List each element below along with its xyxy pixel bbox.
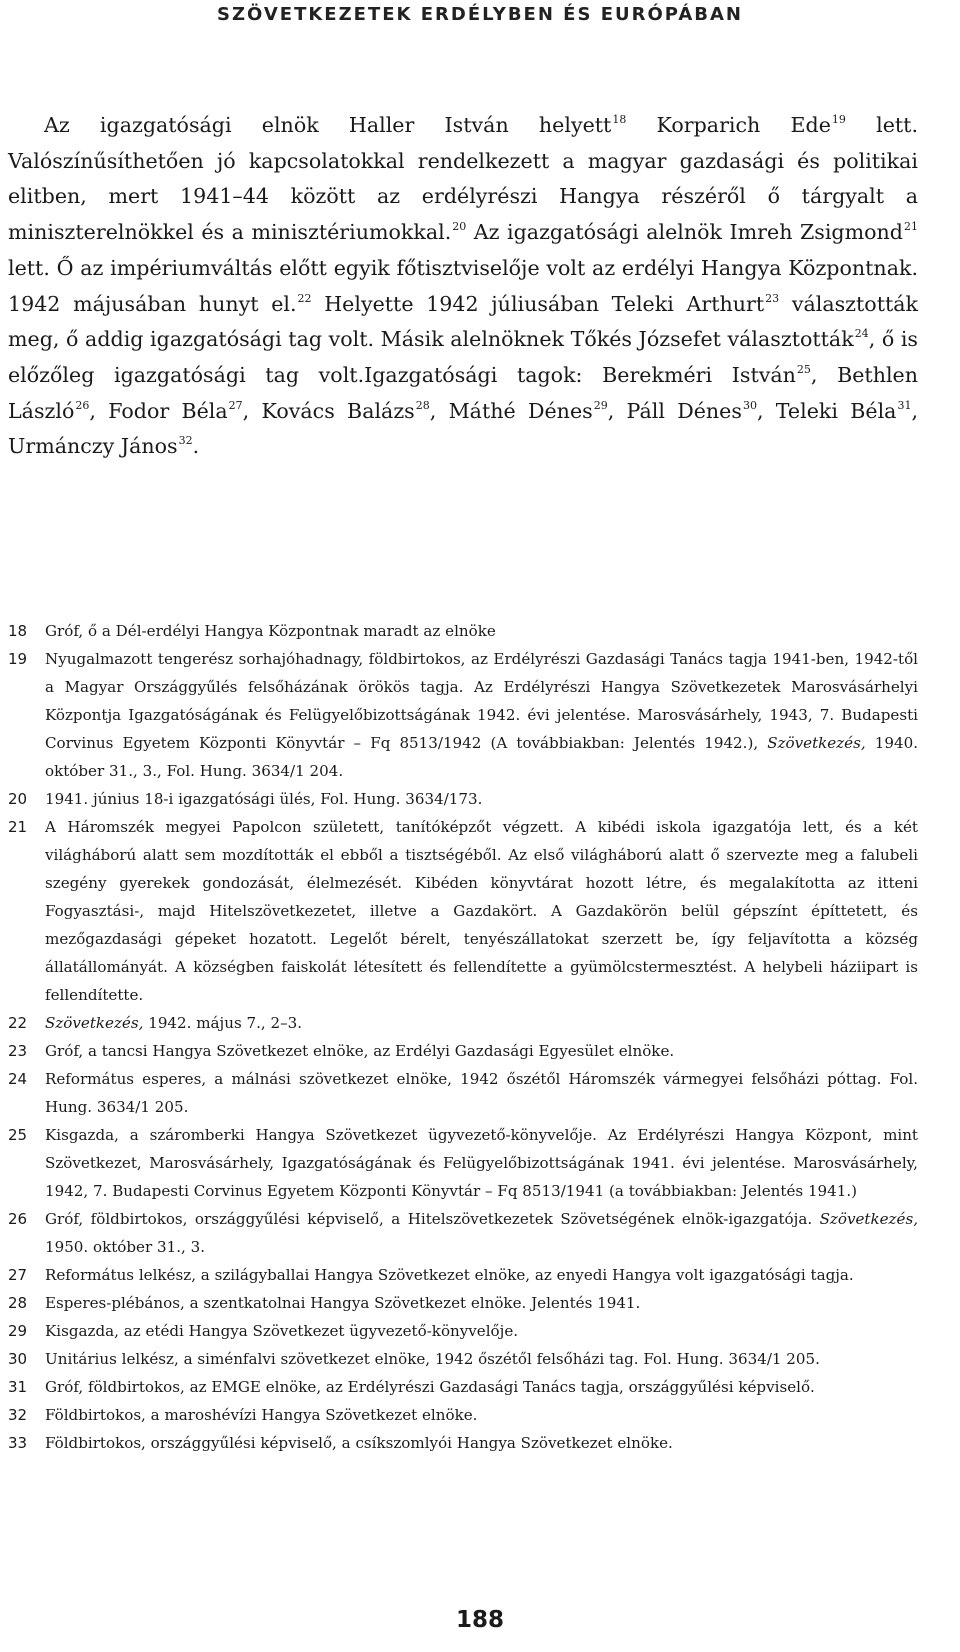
body-text: . [192, 434, 200, 459]
footnote-text-part: Nyugalmazott tengerész sorhajóhadnagy, földbirtokos, az Erdélyrészi Gazdasági Tanács tagja 1941-ben, 1942-től a Magyar Országgyűlés felsőházának örökös tagja. Az Erdélyrészi Hangya Szövetkezetek Marosvásárhelyi Központja Igazgatóságának és Felügyelőbizottságának 1942. évi jelentése. Marosvásárhely, 1943, 7. Budapesti Corvinus Egyetem Központi Könyvtár – Fq 8513/1942 (A továbbiakban: Jelentés 1942.), [45, 650, 918, 752]
footnote-text-part: Kisgazda, az etédi Hangya Szövetkezet ügyvezető-könyvelője. [45, 1322, 519, 1340]
footnote-ref[interactable]: 23 [765, 291, 780, 305]
body-text: , Bethlen László [8, 362, 919, 423]
body-text: Korparich Ede [626, 113, 831, 137]
footnote-ref[interactable]: 19 [831, 113, 846, 126]
footnote-number: 19 [8, 650, 28, 668]
footnote-text-part: Református lelkész, a szilágyballai Hangya Szövetkezet elnöke, az enyedi Hangya volt igazgatósági tagja. [45, 1266, 854, 1284]
footnote-number: 18 [8, 622, 28, 640]
footnote-number: 30 [8, 1350, 28, 1368]
body-text: , ő is előzőleg igazgatósági tag volt.Igazgatósági tagok: Berekméri István [8, 327, 918, 387]
journal-title: Szövetkezés, [45, 1014, 144, 1032]
footnote [8, 1317, 918, 1345]
page-number: 188 [455, 1607, 504, 1633]
footnote-ref[interactable]: 25 [796, 362, 811, 376]
footnote-text-part: 1941. június 18-i igazgatósági ülés, Fol. Hung. 3634/173. [45, 790, 483, 808]
footnote-number: 27 [8, 1266, 28, 1284]
footnote-number: 23 [8, 1042, 28, 1060]
footnote-ref[interactable]: 29 [593, 398, 608, 412]
footnote-text-part: Gróf, földbirtokos, országgyűlési képviselő, a Hitelszövetkezetek Szövetségének elnök-igazgatója. [45, 1210, 820, 1228]
footnote-text [45, 1317, 918, 1345]
footnote [8, 1401, 918, 1429]
body-text: , Fodor Béla [89, 398, 228, 423]
footnote [8, 1121, 918, 1205]
footnote-text [45, 1261, 918, 1289]
footnote-text [45, 645, 918, 785]
footnote [8, 1009, 918, 1037]
footnote-text [45, 1345, 918, 1373]
footnote [8, 1261, 918, 1289]
footnote-text-part: Református esperes, a málnási szövetkezet elnöke, 1942 őszétől Háromszék vármegyei felsőházi póttag. Fol. Hung. 3634/1 205. [45, 1070, 918, 1116]
footnote-text-part: Kisgazda, a száromberki Hangya Szövetkezet ügyvezető-könyvelője. Az Erdélyrészi Hangya Központ, mint Szövetkezet, Marosvásárhely, Igazgatóságának és Felügyelőbizottságának 1941. évi jelentése. Marosvásárhely, 1942, 7. Budapesti Corvinus Egyetem Központi Könyvtár – Fq 8513/1941 (a továbbiakban: Jelentés 1941.) [45, 1126, 918, 1200]
footnote [8, 1037, 918, 1065]
footnote-ref[interactable]: 27 [228, 398, 243, 412]
footnote-text-part: Gróf, földbirtokos, az EMGE elnöke, az Erdélyrészi Gazdasági Tanács tagja, országgyűlési képviselő. [45, 1378, 815, 1396]
journal-title: Szövetkezés, [767, 734, 866, 752]
footnote-number: 21 [8, 818, 28, 836]
footnote-text [45, 1037, 918, 1065]
footnote-text [45, 1429, 918, 1457]
body-paragraph [8, 108, 918, 465]
body-text: , Kovács Balázs [242, 398, 415, 423]
footnote-text-part: 1942. május 7., 2–3. [143, 1014, 303, 1032]
body-text: Az igazgatósági alelnök Imreh Zsigmond [466, 220, 903, 245]
footnote-text [45, 1121, 918, 1205]
footnote-text-part: Gróf, ő a Dél-erdélyi Hangya Központnak maradt az elnöke [45, 622, 496, 640]
footnote-ref[interactable]: 26 [75, 398, 90, 412]
footnote-number: 24 [8, 1070, 28, 1088]
body-text: Helyette 1942 júliusában Teleki Arthurt [311, 291, 765, 316]
footnote-text-part: Unitárius lelkész, a siménfalvi szövetkezet elnöke, 1942 őszétől felsőházi tag. Fol. Hung. 3634/1 205. [45, 1350, 820, 1368]
footnote-ref[interactable]: 31 [897, 398, 912, 412]
footnote [8, 1345, 918, 1373]
footnote-text-part: Földbirtokos, a maroshévízi Hangya Szövetkezet elnöke. [45, 1406, 478, 1424]
footnote [8, 785, 918, 813]
footnotes [8, 617, 918, 1457]
footnote [8, 1205, 918, 1261]
footnote-text [45, 813, 918, 1009]
footnote-text [45, 785, 918, 813]
footnote [8, 645, 918, 785]
footnote-number: 31 [8, 1378, 28, 1396]
footnote-text [45, 1289, 918, 1317]
body-text: lett. Ő az impériumváltás előtt egyik főtisztviselője volt az erdélyi Hangya Központnak. 1942 májusában hunyt el. [8, 255, 918, 316]
footnote [8, 813, 918, 1009]
footnote-text-part: 1950. október 31., 3. [45, 1238, 206, 1256]
footnote-text [45, 1009, 918, 1037]
body-text: , Máthé Dénes [429, 398, 593, 423]
journal-title: Szövetkezés, [819, 1210, 918, 1228]
footnote-number: 29 [8, 1322, 28, 1340]
footnote-ref[interactable]: 28 [415, 398, 430, 412]
footnote-text [45, 1205, 918, 1261]
body-text: Az igazgatósági elnök Haller István helyett [44, 113, 612, 137]
body-text: , Teleki Béla [756, 398, 897, 423]
footnote-text-part: 1940. október 31., 3., Fol. Hung. 3634/1 204. [45, 734, 918, 780]
footnote-number: 28 [8, 1294, 28, 1312]
footnote-number: 25 [8, 1126, 28, 1144]
footnote-ref[interactable]: 32 [178, 434, 193, 448]
footnote [8, 1429, 918, 1457]
footnote [8, 1065, 918, 1121]
footnote [8, 1289, 918, 1317]
footnote-ref[interactable]: 18 [612, 113, 627, 126]
footnote-text [45, 1401, 918, 1429]
footnote-number: 32 [8, 1406, 28, 1424]
body-text: , Páll Dénes [607, 398, 742, 423]
footnote-number: 26 [8, 1210, 28, 1228]
footnote-ref[interactable]: 30 [742, 398, 757, 412]
footnote-text [45, 1373, 918, 1401]
body-text: , Urmánczy János [8, 398, 918, 459]
footnote-text-part: Földbirtokos, országgyűlési képviselő, a csíkszomlyói Hangya Szövetkezet elnöke. [45, 1434, 673, 1452]
body-text: lett. Valószínűsíthetően jó kapcsolatokkal rendelkezett a magyar gazdasági és politikai elitben, mert 1941–44 között az erdélyrészi Hangya részéről ő tárgyalt a miniszterelnökkel és a minisztériumokkal. [8, 113, 918, 245]
footnote-text-part: Esperes-plébános, a szentkatolnai Hangya Szövetkezet elnöke. Jelentés 1941. [45, 1294, 641, 1312]
footnote-number: 20 [8, 790, 28, 808]
footnote-ref[interactable]: 20 [452, 220, 467, 234]
footnote [8, 1373, 918, 1401]
footnote-text-part: Gróf, a tancsi Hangya Szövetkezet elnöke, az Erdélyi Gazdasági Egyesület elnöke. [45, 1042, 675, 1060]
footnote-text [45, 1065, 918, 1121]
footnote-number: 22 [8, 1014, 28, 1032]
footnote-text-part: A Háromszék megyei Papolcon született, tanítóképzőt végzett. A kibédi iskola igazgatója lett, és a két világháború alatt sem mozdították el ebből a tisztségéből. Az első világháború alatt ő szervezte meg a falubeli szegény gyerekek gondozását, élelmezését. Kibéden könyvtárat hozott létre, és megalakította az itteni Fogyasztási-, majd Hitelszövetkezetet, illetve a Gazdakört. A Gazdakörön belül gépszínt építtetett, és mezőgazdasági gépeket hozatott. Legelőt bérelt, tenyészállatokat szerzett be, így feljavította a község állatállományát. A községben faiskolát létesített és fellendítette a gyümölcstermesztést. A helybeli háziipart is fellendítette. [45, 818, 918, 1004]
footnote [8, 617, 918, 645]
footnote-number: 33 [8, 1434, 28, 1452]
footnote-text [45, 617, 918, 645]
running-head: SZÖVETKEZETEK ERDÉLYBEN ÉS EURÓPÁBAN [217, 4, 743, 25]
body-text: választották meg, ő addig igazgatósági tag volt. Másik alelnöknek Tőkés Józsefet választották [8, 291, 919, 352]
footnote-ref[interactable]: 24 [854, 327, 869, 341]
footnote-ref[interactable]: 22 [297, 291, 312, 305]
footnote-ref[interactable]: 21 [904, 220, 918, 234]
